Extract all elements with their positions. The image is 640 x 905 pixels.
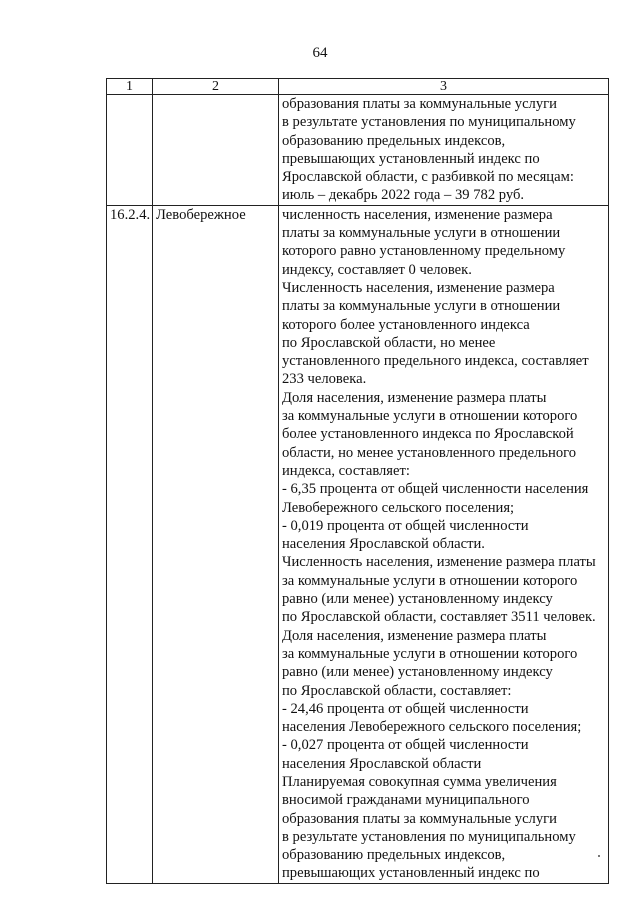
settlement-name-cell: Левобережное (153, 205, 279, 883)
description-cell (279, 205, 609, 883)
text-line: населения Ярославской области (282, 755, 482, 772)
text-line: превышающих установленный индекс по (282, 150, 540, 167)
text-line: населения Ярославской области. (282, 536, 485, 553)
text-line: индексу, составляет 0 человек. (282, 261, 472, 278)
text-line: Планируемая совокупная сумма увеличения (282, 773, 557, 790)
table-row (107, 95, 609, 206)
text-line: - 24,46 процента от общей численности (282, 700, 529, 717)
text-line: образования платы за коммунальные услуги (282, 810, 557, 827)
text-line: установленного предельного индекса, составляет (282, 353, 589, 370)
text-line: за коммунальные услуги в отношении которого (282, 408, 578, 425)
text-line: платы за коммунальные услуги в отношении (282, 225, 561, 242)
scan-speck (598, 855, 600, 857)
text-line: равно (или менее) установленному индексу (282, 591, 553, 608)
text-line: Численность населения, изменение размера (282, 279, 555, 296)
text-line: образованию предельных индексов, (282, 132, 506, 149)
text-line: численность населения, изменение размера (282, 206, 553, 223)
text-line: 233 человека. (282, 371, 367, 388)
text-line: июль – декабрь 2022 года – 39 782 руб. (282, 187, 525, 204)
text-line: в результате установления по муниципальному (282, 828, 576, 845)
text-line: Левобережного сельского поселения; (282, 499, 515, 516)
text-line: по Ярославской области, составляет: (282, 682, 512, 699)
text-line: равно (или менее) установленному индексу (282, 664, 553, 681)
text-line: Доля населения, изменение размера платы (282, 627, 547, 644)
text-line: образования платы за коммунальные услуги (282, 96, 557, 112)
text-line: по Ярославской области, но менее (282, 334, 496, 351)
text-line: области, но менее установленного предельного (282, 444, 577, 461)
text-line: - 0,019 процента от общей численности (282, 517, 529, 534)
document-table (106, 78, 609, 884)
column-header-3: 3 (279, 79, 609, 95)
row-number-cell: 16.2.4. (107, 205, 153, 883)
settlement-name-cell (153, 95, 279, 206)
text-line: Доля населения, изменение размера платы (282, 389, 547, 406)
text-line: превышающих установленный индекс по (282, 865, 540, 882)
text-line: за коммунальные услуги в отношении которого (282, 572, 578, 589)
text-line: платы за коммунальные услуги в отношении (282, 298, 561, 315)
text-line: за коммунальные услуги в отношении которого (282, 645, 578, 662)
text-line: - 0,027 процента от общей численности (282, 737, 529, 754)
page-number: 64 (312, 45, 328, 61)
text-line: Численность населения, изменение размера платы (282, 554, 596, 571)
text-line: населения Левобережного сельского поселения; (282, 719, 582, 736)
text-line: в результате установления по муниципальному (282, 114, 576, 131)
text-line: образованию предельных индексов, (282, 847, 506, 864)
text-line: по Ярославской области, составляет 3511 человек. (282, 609, 596, 626)
text-line: которого более установленного индекса (282, 316, 530, 333)
column-header-2: 2 (153, 79, 279, 95)
row-number-cell (107, 95, 153, 206)
text-line: вносимой гражданами муниципального (282, 792, 530, 809)
text-line: индекса, составляет: (282, 462, 410, 479)
text-line: - 6,35 процента от общей численности населения (282, 481, 589, 498)
column-header-1: 1 (107, 79, 153, 95)
text-line: которого равно установленному предельному (282, 243, 566, 260)
table-row (107, 205, 609, 883)
table-header-row (107, 79, 609, 95)
text-line: более установленного индекса по Ярославской (282, 426, 574, 443)
description-cell (279, 95, 609, 206)
text-line: Ярославской области, с разбивкой по месяцам: (282, 169, 574, 186)
